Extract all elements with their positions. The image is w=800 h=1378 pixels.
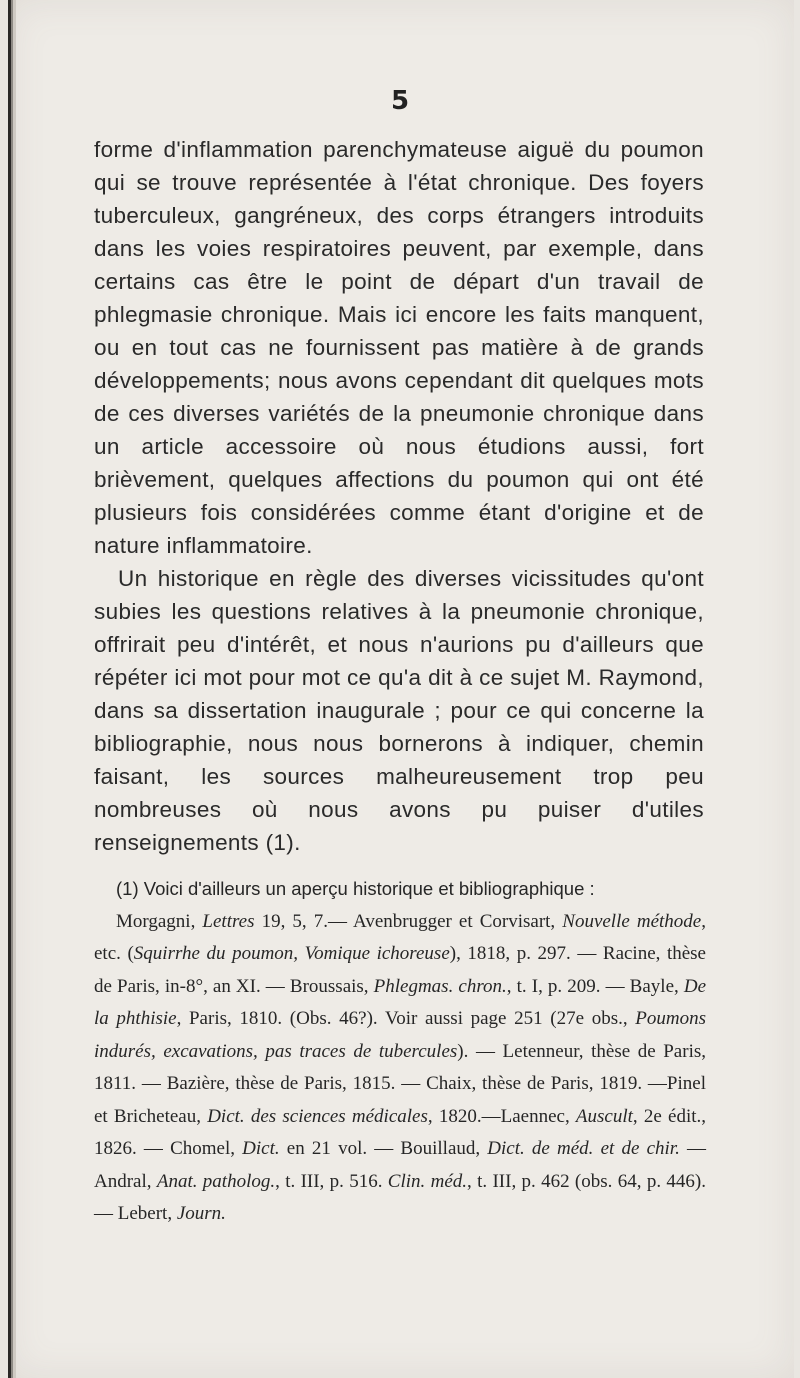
footnote-citation-title: Phlegmas. chron. <box>373 975 507 997</box>
footnote-citation-title: Dict. des sciences médicales <box>207 1105 428 1127</box>
footnote-text: en 21 vol. — Bouillaud, <box>279 1138 488 1159</box>
paragraph-2: Un historique en règle des diverses vicissitudes qu'ont subies les questions relatives à la pneumonie chronique, offrirait peu d'intérêt, et nous n'aurions pu d'ailleurs que répéter ici mot pour mot ce qu'a dit à ce sujet M. Raymond, dans sa dissertation inaugurale ; pour ce qui concerne la bibliographie, nous nous bornerons à indiquer, chemin faisant, les sources malheureusement trop peu nombreuses où nous avons pu puiser d'utiles renseignements (1). <box>94 566 704 855</box>
footnote-text: , 1820.—Laennec, <box>427 1105 576 1127</box>
footnote-citation-title: Poumons indurés, excavations, pas traces de tubercules <box>94 1008 706 1062</box>
book-spine <box>8 0 16 1378</box>
footnote-citation-title: Dict. de méd. et de chir. <box>487 1138 680 1159</box>
footnote-text: ), 1818, p. 297. — Racine, thèse de Paris, in-8°, an XI. — Broussais, <box>94 943 706 997</box>
footnote-body <box>94 906 706 1231</box>
paragraph-1: forme d'inflammation parenchymateuse aiguë du poumon qui se trouve représentée à l'état chronique. Des foyers tuberculeux, gangréneux, des corps étrangers introduits dans les voies respiratoires peuvent, par exemple, dans certains cas être le point de départ d'un travail de phlegmasie chronique. Mais ici encore les faits manquent, ou en tout cas ne fournissent pas matière à de grands développements; nous avons cependant dit quelques mots de ces diverses variétés de la pneumonie chronique dans un article accessoire où nous étudions aussi, fort brièvement, quelques affections du poumon qui ont été plusieurs fois considérées comme étant d'origine et de nature inflammatoire. <box>94 137 704 558</box>
footnote-citation-title: Anat. patholog. <box>156 1170 276 1192</box>
footnote-text: —Andral, <box>94 1138 706 1192</box>
footnote <box>94 873 706 1231</box>
footnote-text: Morgagni, <box>116 910 203 932</box>
main-text <box>94 133 704 859</box>
footnote-citation-title: Journ. <box>176 1203 226 1224</box>
footnote-intro: (1) Voici d'ailleurs un aperçu historique et bibliographique : <box>116 878 595 899</box>
footnote-text: , Paris, 1810. (Obs. 46?). Voir aussi page 251 (27e obs., <box>176 1008 636 1029</box>
footnote-text: ). — Letenneur, thèse de Paris, 1811. — Bazière, thèse de Paris, 1815. — Chaix, thèse de Paris, 1819. —Pinel et Bricheteau, <box>94 1040 706 1127</box>
footnote-citation-title: Auscult <box>575 1105 633 1127</box>
footnote-citation-title: Lettres <box>202 910 255 932</box>
footnote-text: , t. III, p. 462 (obs. 64, p. 446). — Lebert, <box>94 1170 706 1224</box>
footnote-text: , etc. ( <box>94 910 706 964</box>
footnote-citation-title: De la phthisie <box>94 975 706 1029</box>
footnote-citation-title: Nouvelle méthode <box>562 910 702 932</box>
footnote-text: , t. III, p. 516. <box>275 1170 388 1192</box>
footnote-text: 19, 5, 7.— Avenbrugger et Corvisart, <box>254 910 563 932</box>
footnote-text: , t. I, p. 209. — Bayle, <box>506 975 684 997</box>
footnote-text: , 2e édit., 1826. — Chomel, <box>94 1105 707 1159</box>
page-number: 5 <box>390 86 410 116</box>
footnote-citation-title: Clin. méd. <box>387 1170 468 1192</box>
footnote-citation-title: Dict. <box>242 1138 280 1159</box>
footnote-citation-title: Squirrhe du poumon, Vomique ichoreuse <box>133 943 450 964</box>
